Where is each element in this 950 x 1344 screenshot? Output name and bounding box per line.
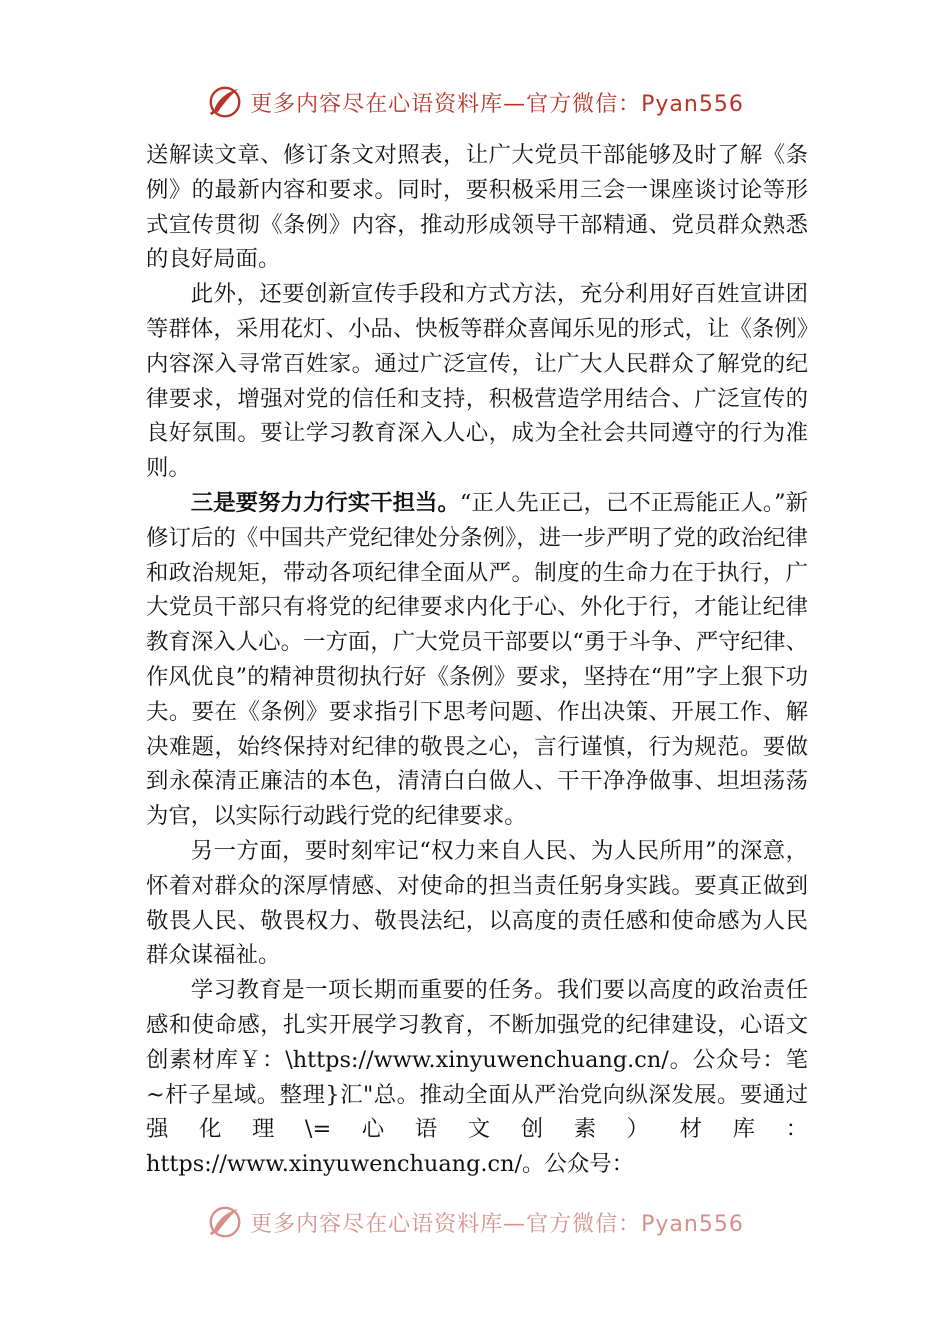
paragraph-3-text: “正人先正己，己不正焉能正人。”新修订后的《中国共产党纪律处分条例》，进一步严明了党的政治纪律和政治规矩，带动各项纪律全面从严。制度的生命力在于执行，广大党员干部只有将党的纪律要求内化于心、外化于行，才能让纪律教育深入人心。一方面，广大党员干部要以“勇于斗争、严守纪律、作风优良”的精神贯彻执行好《条例》要求，坚持在“用”字上狠下功夫。要在《条例》要求指引下思考问题、作出决策、开展工作、解决难题，始终保持对纪律的敬畏之心，言行谨慎，行为规范。要做到永葆清正廉洁的本色，清清白白做人、干干净净做事、坦坦荡荡为官，以实际行动践行党的纪律要求。: [146, 489, 809, 830]
paragraph-1: 送解读文章、修订条文对照表，让广大党员干部能够及时了解《条例》的最新内容和要求。同时，要积极采用三会一课座谈讨论等形式宣传贯彻《条例》内容，推动形成领导干部精通、党员群众熟悉的良好局面。: [146, 142, 808, 273]
header-banner-text: 更多内容尽在心语资料库—官方微信：Pyan556: [250, 91, 744, 117]
footer-banner-text: 更多内容尽在心语资料库—官方微信：Pyan556: [250, 1211, 744, 1237]
footer-banner: [0, 1202, 950, 1242]
paragraph-5: 学习教育是一项长期而重要的任务。我们要以高度的政治责任感和使命感，扎实开展学习教育，不断加强党的纪律建设，心语文创素材库￥：\https://www.xinyuwenchuang.cn/。公众号：笔~杆子星域。整理}汇"总。推动全面从严治党向纵深发展。要通过强化理\=心语文创素）材库：https://www.xinyuwenchuang.cn/。公众号：: [146, 977, 808, 1178]
brush-logo-icon: [206, 83, 244, 121]
brush-logo-icon: [206, 1203, 244, 1241]
paragraph-3-lead: 三是要努力力行实干担当。: [190, 489, 460, 516]
paragraph-4: 另一方面，要时刻牢记“权力来自人民、为人民所用”的深意，怀着对群众的深厚情感、对使命的担当责任躬身实践。要真正做到敬畏人民、敬畏权力、敬畏法纪，以高度的责任感和使命感为人民群众谋福祉。: [146, 837, 808, 969]
header-banner: [0, 82, 950, 122]
document-body: [146, 138, 808, 1182]
paragraph-3: [146, 486, 808, 834]
paragraph-2: 此外，还要创新宣传手段和方式方法，充分利用好百姓宣讲团等群体，采用花灯、小品、快板等群众喜闻乐见的形式，让《条例》内容深入寻常百姓家。通过广泛宣传，让广大人民群众了解党的纪律要求，增强对党的信任和支持，积极营造学用结合、广泛宣传的良好氛围。要让学习教育深入人心，成为全社会共同遵守的行为准则。: [146, 281, 808, 482]
